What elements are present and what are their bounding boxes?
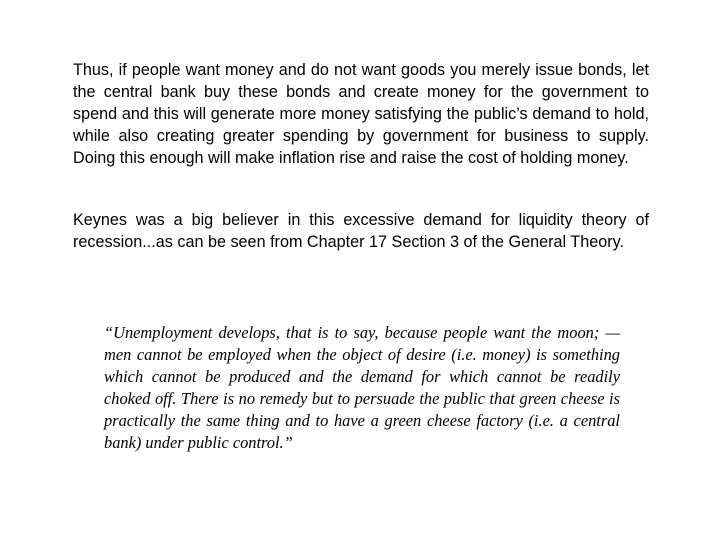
body-paragraph-1: Thus, if people want money and do not want goods you merely issue bonds, let the central bank buy these bonds and create money for the government to spend and this will generate more money satisfying the public’s demand to hold, while also creating greater spending by government for business to supply. Doing this enough will make inflation rise and raise the cost of holding money. [73, 61, 649, 167]
block-quote: “Unemployment develops, that is to say, because people want the moon; — men cannot be employed when the object of desire (i.e. money) is something which cannot be produced and the demand for which cannot be readily choked off. There is no remedy but to persuade the public that green cheese is practically the same thing and to have a green cheese factory (i.e. a central bank) under public control.” [104, 323, 620, 452]
body-paragraph-2: Keynes was a big believer in this excessive demand for liquidity theory of recession...as can be seen from Chapter 17 Section 3 of the General Theory. [73, 211, 649, 251]
